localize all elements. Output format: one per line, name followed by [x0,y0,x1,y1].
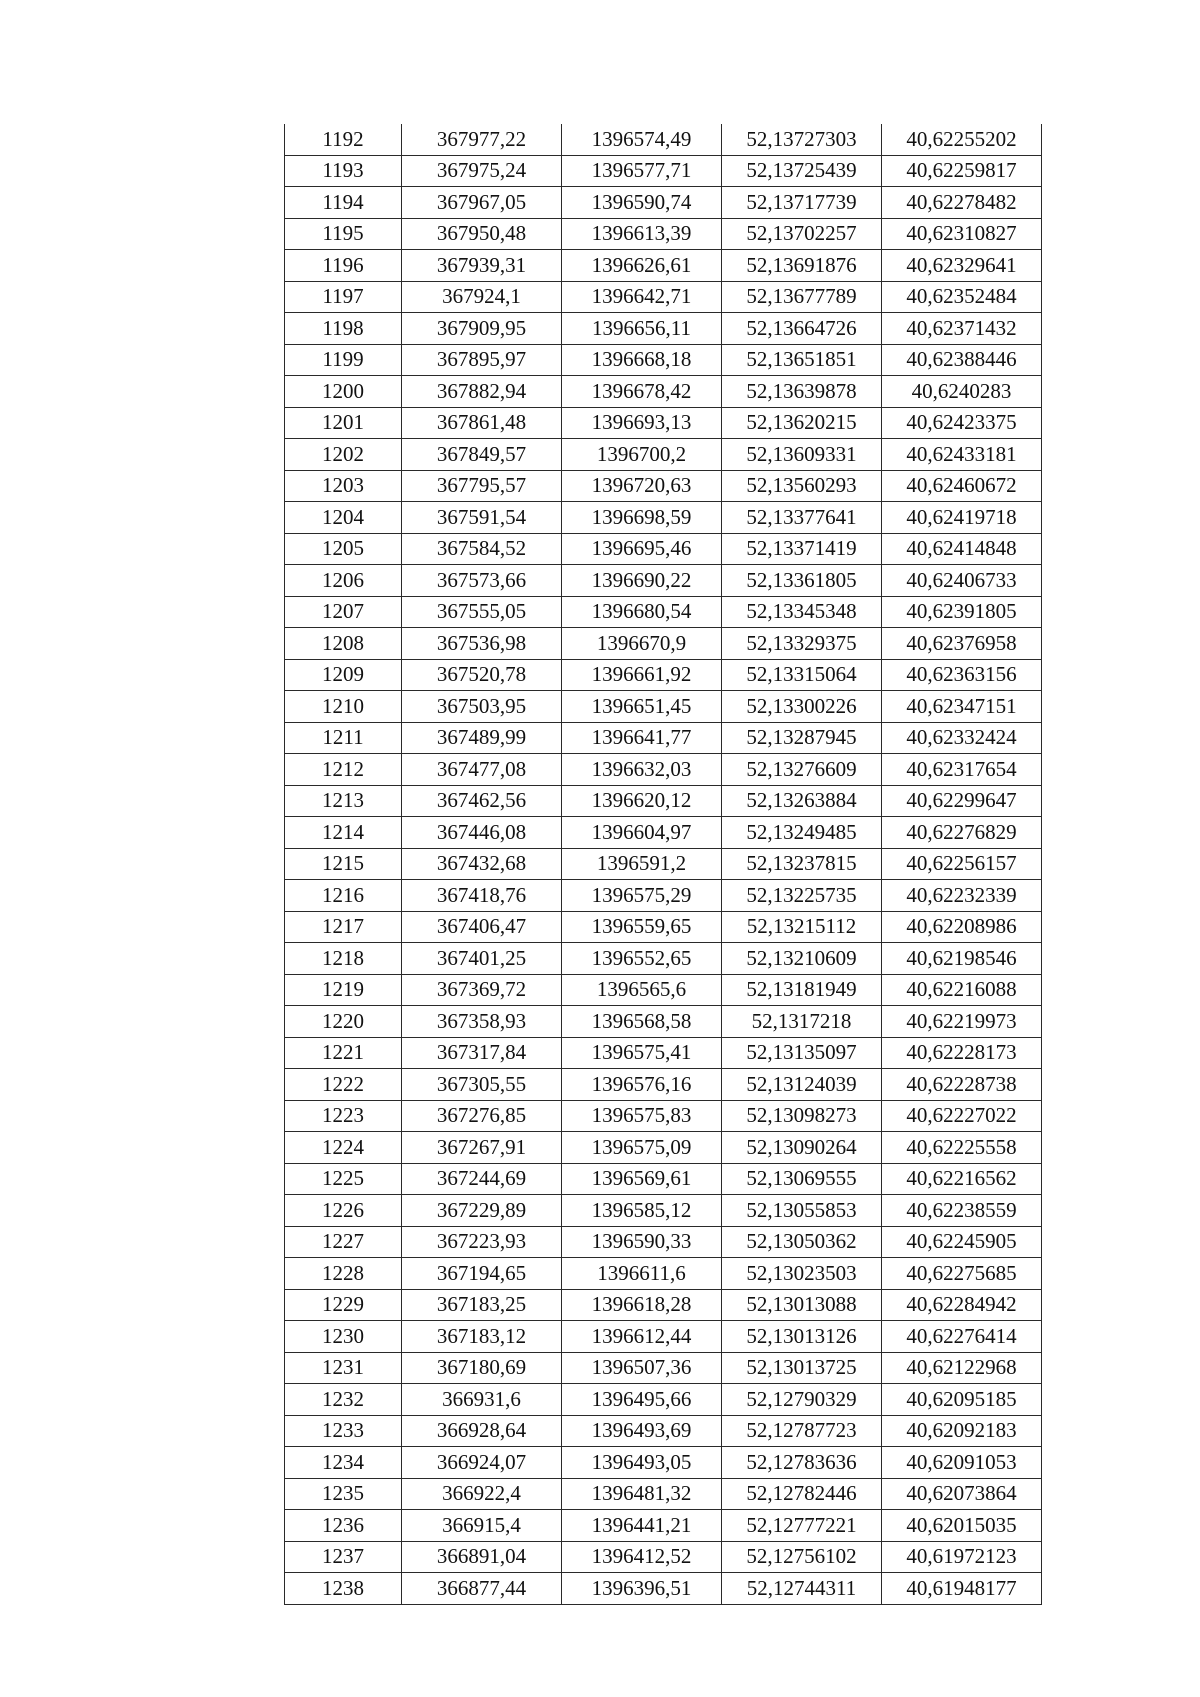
x-coordinate-cell: 367950,48 [402,218,562,250]
coordinates-table-body [285,124,1042,1604]
latitude-cell: 52,12783636 [722,1447,882,1479]
table-row [285,1478,1042,1510]
y-coordinate-cell: 1396695,46 [562,533,722,565]
y-coordinate-cell: 1396396,51 [562,1573,722,1605]
latitude-cell: 52,13300226 [722,691,882,723]
latitude-cell: 52,13639878 [722,376,882,408]
table-row [285,659,1042,691]
y-coordinate-cell: 1396651,45 [562,691,722,723]
y-coordinate-cell: 1396493,69 [562,1415,722,1447]
latitude-cell: 52,13215112 [722,911,882,943]
table-row [285,124,1042,155]
y-coordinate-cell: 1396700,2 [562,439,722,471]
longitude-cell: 40,62245905 [882,1226,1042,1258]
point-number-cell: 1206 [285,565,402,597]
latitude-cell: 52,13727303 [722,124,882,155]
x-coordinate-cell: 367267,91 [402,1132,562,1164]
table-row [285,281,1042,313]
latitude-cell: 52,13135097 [722,1037,882,1069]
y-coordinate-cell: 1396720,63 [562,470,722,502]
point-number-cell: 1233 [285,1415,402,1447]
point-number-cell: 1192 [285,124,402,155]
y-coordinate-cell: 1396575,41 [562,1037,722,1069]
x-coordinate-cell: 367446,08 [402,817,562,849]
table-row [285,974,1042,1006]
point-number-cell: 1207 [285,596,402,628]
table-row [285,1132,1042,1164]
table-row [285,533,1042,565]
table-row [285,1289,1042,1321]
y-coordinate-cell: 1396612,44 [562,1321,722,1353]
table-row [285,911,1042,943]
x-coordinate-cell: 367909,95 [402,313,562,345]
latitude-cell: 52,12787723 [722,1415,882,1447]
latitude-cell: 52,13560293 [722,470,882,502]
latitude-cell: 52,13210609 [722,943,882,975]
latitude-cell: 52,13725439 [722,155,882,187]
x-coordinate-cell: 367276,85 [402,1100,562,1132]
y-coordinate-cell: 1396642,71 [562,281,722,313]
point-number-cell: 1200 [285,376,402,408]
table-row [285,1415,1042,1447]
longitude-cell: 40,62073864 [882,1478,1042,1510]
x-coordinate-cell: 367401,25 [402,943,562,975]
longitude-cell: 40,62092183 [882,1415,1042,1447]
point-number-cell: 1224 [285,1132,402,1164]
table-row [285,502,1042,534]
longitude-cell: 40,62216562 [882,1163,1042,1195]
point-number-cell: 1236 [285,1510,402,1542]
table-row [285,1384,1042,1416]
y-coordinate-cell: 1396565,6 [562,974,722,1006]
latitude-cell: 52,13717739 [722,187,882,219]
latitude-cell: 52,13609331 [722,439,882,471]
point-number-cell: 1237 [285,1541,402,1573]
table-row [285,754,1042,786]
latitude-cell: 52,13263884 [722,785,882,817]
latitude-cell: 52,13276609 [722,754,882,786]
longitude-cell: 40,62406733 [882,565,1042,597]
longitude-cell: 40,62232339 [882,880,1042,912]
point-number-cell: 1221 [285,1037,402,1069]
x-coordinate-cell: 367317,84 [402,1037,562,1069]
table-row [285,407,1042,439]
latitude-cell: 52,13124039 [722,1069,882,1101]
y-coordinate-cell: 1396613,39 [562,218,722,250]
point-number-cell: 1213 [285,785,402,817]
longitude-cell: 40,62256157 [882,848,1042,880]
coordinates-table [284,124,1042,1605]
y-coordinate-cell: 1396693,13 [562,407,722,439]
x-coordinate-cell: 367183,25 [402,1289,562,1321]
y-coordinate-cell: 1396495,66 [562,1384,722,1416]
x-coordinate-cell: 367477,08 [402,754,562,786]
longitude-cell: 40,62095185 [882,1384,1042,1416]
point-number-cell: 1202 [285,439,402,471]
x-coordinate-cell: 367924,1 [402,281,562,313]
y-coordinate-cell: 1396620,12 [562,785,722,817]
table-row [285,1352,1042,1384]
y-coordinate-cell: 1396585,12 [562,1195,722,1227]
longitude-cell: 40,62276829 [882,817,1042,849]
table-row [285,1037,1042,1069]
table-row [285,691,1042,723]
point-number-cell: 1204 [285,502,402,534]
longitude-cell: 40,62317654 [882,754,1042,786]
x-coordinate-cell: 367536,98 [402,628,562,660]
table-row [285,1226,1042,1258]
point-number-cell: 1222 [285,1069,402,1101]
point-number-cell: 1212 [285,754,402,786]
table-row [285,1163,1042,1195]
y-coordinate-cell: 1396575,29 [562,880,722,912]
latitude-cell: 52,13691876 [722,250,882,282]
x-coordinate-cell: 367305,55 [402,1069,562,1101]
x-coordinate-cell: 367584,52 [402,533,562,565]
x-coordinate-cell: 367555,05 [402,596,562,628]
longitude-cell: 40,62460672 [882,470,1042,502]
y-coordinate-cell: 1396668,18 [562,344,722,376]
point-number-cell: 1230 [285,1321,402,1353]
x-coordinate-cell: 367406,47 [402,911,562,943]
table-row [285,187,1042,219]
point-number-cell: 1226 [285,1195,402,1227]
y-coordinate-cell: 1396670,9 [562,628,722,660]
longitude-cell: 40,62329641 [882,250,1042,282]
latitude-cell: 52,13225735 [722,880,882,912]
longitude-cell: 40,62015035 [882,1510,1042,1542]
x-coordinate-cell: 367861,48 [402,407,562,439]
latitude-cell: 52,13664726 [722,313,882,345]
table-row [285,1321,1042,1353]
y-coordinate-cell: 1396611,6 [562,1258,722,1290]
point-number-cell: 1208 [285,628,402,660]
table-row [285,848,1042,880]
x-coordinate-cell: 366922,4 [402,1478,562,1510]
longitude-cell: 40,62414848 [882,533,1042,565]
longitude-cell: 40,62259817 [882,155,1042,187]
x-coordinate-cell: 367432,68 [402,848,562,880]
table-row [285,785,1042,817]
point-number-cell: 1214 [285,817,402,849]
latitude-cell: 52,12777221 [722,1510,882,1542]
longitude-cell: 40,62198546 [882,943,1042,975]
x-coordinate-cell: 367975,24 [402,155,562,187]
x-coordinate-cell: 367223,93 [402,1226,562,1258]
table-row [285,218,1042,250]
longitude-cell: 40,62278482 [882,187,1042,219]
point-number-cell: 1211 [285,722,402,754]
point-number-cell: 1215 [285,848,402,880]
table-row [285,1258,1042,1290]
y-coordinate-cell: 1396641,77 [562,722,722,754]
latitude-cell: 52,13237815 [722,848,882,880]
x-coordinate-cell: 367573,66 [402,565,562,597]
longitude-cell: 40,62208986 [882,911,1042,943]
latitude-cell: 52,13702257 [722,218,882,250]
longitude-cell: 40,62238559 [882,1195,1042,1227]
longitude-cell: 40,62284942 [882,1289,1042,1321]
y-coordinate-cell: 1396661,92 [562,659,722,691]
x-coordinate-cell: 367489,99 [402,722,562,754]
table-row [285,155,1042,187]
latitude-cell: 52,13315064 [722,659,882,691]
table-row [285,344,1042,376]
latitude-cell: 52,13377641 [722,502,882,534]
y-coordinate-cell: 1396626,61 [562,250,722,282]
longitude-cell: 40,62091053 [882,1447,1042,1479]
y-coordinate-cell: 1396507,36 [562,1352,722,1384]
point-number-cell: 1203 [285,470,402,502]
y-coordinate-cell: 1396590,33 [562,1226,722,1258]
longitude-cell: 40,62227022 [882,1100,1042,1132]
y-coordinate-cell: 1396632,03 [562,754,722,786]
point-number-cell: 1234 [285,1447,402,1479]
x-coordinate-cell: 366877,44 [402,1573,562,1605]
x-coordinate-cell: 367882,94 [402,376,562,408]
latitude-cell: 52,13090264 [722,1132,882,1164]
x-coordinate-cell: 367229,89 [402,1195,562,1227]
table-row [285,1100,1042,1132]
x-coordinate-cell: 367795,57 [402,470,562,502]
point-number-cell: 1235 [285,1478,402,1510]
longitude-cell: 40,62433181 [882,439,1042,471]
longitude-cell: 40,62255202 [882,124,1042,155]
x-coordinate-cell: 367183,12 [402,1321,562,1353]
longitude-cell: 40,62219973 [882,1006,1042,1038]
point-number-cell: 1195 [285,218,402,250]
latitude-cell: 52,13677789 [722,281,882,313]
x-coordinate-cell: 367244,69 [402,1163,562,1195]
y-coordinate-cell: 1396577,71 [562,155,722,187]
point-number-cell: 1232 [285,1384,402,1416]
longitude-cell: 40,62122968 [882,1352,1042,1384]
point-number-cell: 1194 [285,187,402,219]
longitude-cell: 40,62310827 [882,218,1042,250]
longitude-cell: 40,62363156 [882,659,1042,691]
table-row [285,880,1042,912]
point-number-cell: 1228 [285,1258,402,1290]
x-coordinate-cell: 367358,93 [402,1006,562,1038]
latitude-cell: 52,13371419 [722,533,882,565]
point-number-cell: 1217 [285,911,402,943]
longitude-cell: 40,62275685 [882,1258,1042,1290]
y-coordinate-cell: 1396591,2 [562,848,722,880]
latitude-cell: 52,13069555 [722,1163,882,1195]
point-number-cell: 1223 [285,1100,402,1132]
latitude-cell: 52,13181949 [722,974,882,1006]
y-coordinate-cell: 1396656,11 [562,313,722,345]
longitude-cell: 40,62228173 [882,1037,1042,1069]
y-coordinate-cell: 1396575,83 [562,1100,722,1132]
x-coordinate-cell: 367369,72 [402,974,562,1006]
latitude-cell: 52,13361805 [722,565,882,597]
longitude-cell: 40,62332424 [882,722,1042,754]
longitude-cell: 40,62347151 [882,691,1042,723]
x-coordinate-cell: 367520,78 [402,659,562,691]
x-coordinate-cell: 367503,95 [402,691,562,723]
latitude-cell: 52,13329375 [722,628,882,660]
y-coordinate-cell: 1396590,74 [562,187,722,219]
latitude-cell: 52,12756102 [722,1541,882,1573]
table-row [285,250,1042,282]
longitude-cell: 40,62376958 [882,628,1042,660]
latitude-cell: 52,13620215 [722,407,882,439]
table-row [285,1541,1042,1573]
point-number-cell: 1193 [285,155,402,187]
point-number-cell: 1219 [285,974,402,1006]
table-row [285,313,1042,345]
x-coordinate-cell: 366891,04 [402,1541,562,1573]
y-coordinate-cell: 1396680,54 [562,596,722,628]
table-row [285,1573,1042,1605]
x-coordinate-cell: 367194,65 [402,1258,562,1290]
table-row [285,628,1042,660]
point-number-cell: 1210 [285,691,402,723]
latitude-cell: 52,12782446 [722,1478,882,1510]
y-coordinate-cell: 1396552,65 [562,943,722,975]
table-row [285,1006,1042,1038]
longitude-cell: 40,62225558 [882,1132,1042,1164]
point-number-cell: 1225 [285,1163,402,1195]
point-number-cell: 1201 [285,407,402,439]
x-coordinate-cell: 366928,64 [402,1415,562,1447]
latitude-cell: 52,13013088 [722,1289,882,1321]
x-coordinate-cell: 367462,56 [402,785,562,817]
table-row [285,439,1042,471]
x-coordinate-cell: 367591,54 [402,502,562,534]
table-row [285,943,1042,975]
longitude-cell: 40,62423375 [882,407,1042,439]
y-coordinate-cell: 1396559,65 [562,911,722,943]
point-number-cell: 1209 [285,659,402,691]
table-row [285,1510,1042,1542]
longitude-cell: 40,62419718 [882,502,1042,534]
y-coordinate-cell: 1396690,22 [562,565,722,597]
y-coordinate-cell: 1396441,21 [562,1510,722,1542]
longitude-cell: 40,62391805 [882,596,1042,628]
x-coordinate-cell: 367849,57 [402,439,562,471]
latitude-cell: 52,13055853 [722,1195,882,1227]
x-coordinate-cell: 366924,07 [402,1447,562,1479]
longitude-cell: 40,62216088 [882,974,1042,1006]
point-number-cell: 1218 [285,943,402,975]
latitude-cell: 52,13013725 [722,1352,882,1384]
y-coordinate-cell: 1396493,05 [562,1447,722,1479]
longitude-cell: 40,61948177 [882,1573,1042,1605]
table-row [285,596,1042,628]
point-number-cell: 1216 [285,880,402,912]
latitude-cell: 52,12790329 [722,1384,882,1416]
point-number-cell: 1238 [285,1573,402,1605]
longitude-cell: 40,62371432 [882,313,1042,345]
latitude-cell: 52,1317218 [722,1006,882,1038]
y-coordinate-cell: 1396604,97 [562,817,722,849]
latitude-cell: 52,13050362 [722,1226,882,1258]
table-row [285,376,1042,408]
table-row [285,1069,1042,1101]
x-coordinate-cell: 367939,31 [402,250,562,282]
latitude-cell: 52,13013126 [722,1321,882,1353]
point-number-cell: 1198 [285,313,402,345]
x-coordinate-cell: 367180,69 [402,1352,562,1384]
y-coordinate-cell: 1396575,09 [562,1132,722,1164]
latitude-cell: 52,13287945 [722,722,882,754]
y-coordinate-cell: 1396574,49 [562,124,722,155]
x-coordinate-cell: 367977,22 [402,124,562,155]
x-coordinate-cell: 366931,6 [402,1384,562,1416]
x-coordinate-cell: 366915,4 [402,1510,562,1542]
point-number-cell: 1197 [285,281,402,313]
longitude-cell: 40,62276414 [882,1321,1042,1353]
point-number-cell: 1196 [285,250,402,282]
y-coordinate-cell: 1396568,58 [562,1006,722,1038]
point-number-cell: 1199 [285,344,402,376]
table-row [285,565,1042,597]
longitude-cell: 40,61972123 [882,1541,1042,1573]
point-number-cell: 1229 [285,1289,402,1321]
y-coordinate-cell: 1396569,61 [562,1163,722,1195]
x-coordinate-cell: 367967,05 [402,187,562,219]
y-coordinate-cell: 1396618,28 [562,1289,722,1321]
latitude-cell: 52,13249485 [722,817,882,849]
x-coordinate-cell: 367895,97 [402,344,562,376]
y-coordinate-cell: 1396698,59 [562,502,722,534]
y-coordinate-cell: 1396576,16 [562,1069,722,1101]
table-row [285,470,1042,502]
table-row [285,722,1042,754]
latitude-cell: 52,12744311 [722,1573,882,1605]
table-row [285,1195,1042,1227]
latitude-cell: 52,13023503 [722,1258,882,1290]
longitude-cell: 40,62388446 [882,344,1042,376]
y-coordinate-cell: 1396678,42 [562,376,722,408]
longitude-cell: 40,62228738 [882,1069,1042,1101]
y-coordinate-cell: 1396481,32 [562,1478,722,1510]
latitude-cell: 52,13345348 [722,596,882,628]
longitude-cell: 40,6240283 [882,376,1042,408]
point-number-cell: 1220 [285,1006,402,1038]
point-number-cell: 1205 [285,533,402,565]
y-coordinate-cell: 1396412,52 [562,1541,722,1573]
latitude-cell: 52,13651851 [722,344,882,376]
table-row [285,817,1042,849]
table-row [285,1447,1042,1479]
longitude-cell: 40,62352484 [882,281,1042,313]
point-number-cell: 1227 [285,1226,402,1258]
longitude-cell: 40,62299647 [882,785,1042,817]
point-number-cell: 1231 [285,1352,402,1384]
x-coordinate-cell: 367418,76 [402,880,562,912]
latitude-cell: 52,13098273 [722,1100,882,1132]
